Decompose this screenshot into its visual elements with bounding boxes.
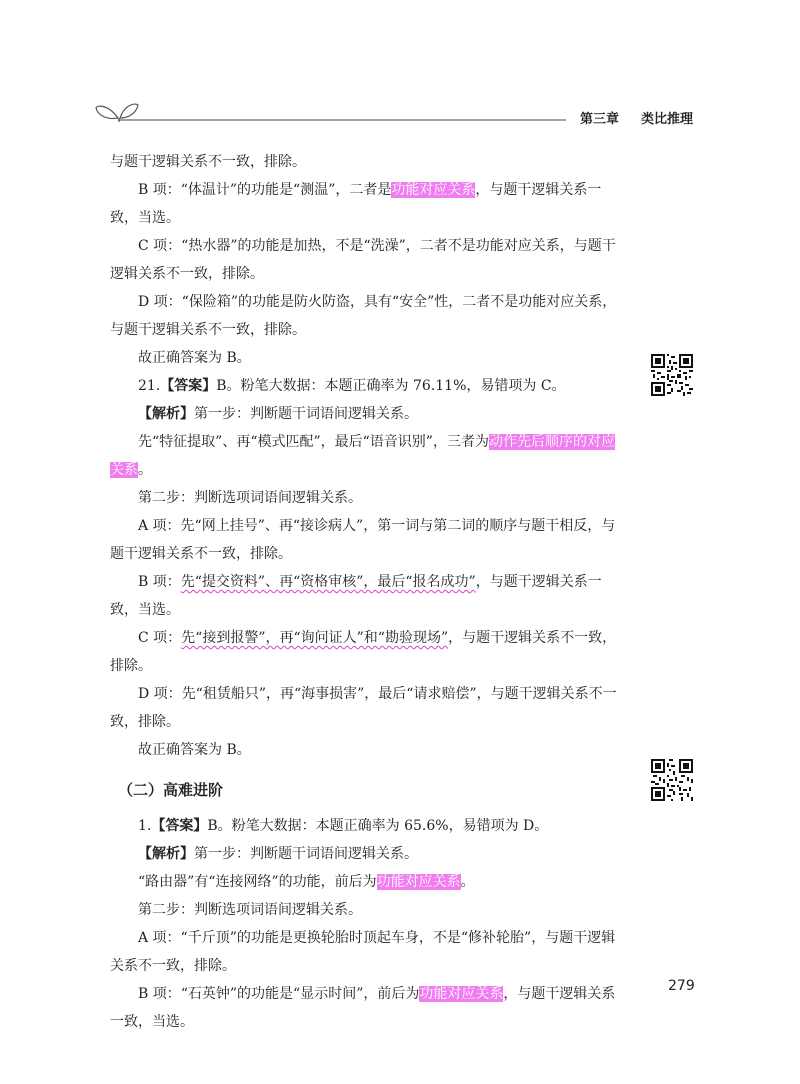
option-c: C 项：先“接到报警”，再“询问证人”和“勘验现场”，与题干逻辑关系不一致，排除。 [110, 630, 617, 674]
option-b: B 项：先“提交资料”、再“资格审核”，最后“报名成功”，与题干逻辑关系一致，当选。 [110, 574, 602, 618]
highlight-mark: 功能对应关系 [419, 986, 504, 1002]
conclusion: 故正确答案为 B。 [138, 742, 251, 758]
paragraph: 先“特征提取”、再“模式匹配”，最后“语音识别”，三者为动作先后顺序的对应关系。 [110, 434, 615, 478]
running-header [0, 96, 800, 136]
option-b: B 项：“石英钟”的功能是“显示时间”，前后为功能对应关系，与题干逻辑关系一致，当选。 [110, 986, 616, 1030]
paragraph: 与题干逻辑关系不一致，排除。 [110, 154, 306, 170]
page-body [110, 148, 625, 1036]
page-number: 279 [668, 978, 695, 994]
explanation-line: 【解析】第一步：判断题干词语间逻辑关系。 [138, 406, 418, 422]
answer-label: 【答案】 [160, 378, 217, 394]
highlight-mark: 功能对应关系 [391, 182, 476, 198]
option-a: A 项：先“网上挂号”、再“接诊病人”，第一词与第二词的顺序与题干相反，与题干逻辑关系不一致，排除。 [110, 518, 616, 562]
chapter-name: 类比推理 [641, 112, 694, 127]
paragraph: 第二步：判断选项词语间逻辑关系。 [138, 902, 362, 918]
section-heading: （二）高难进阶 [118, 781, 224, 799]
chapter-number: 第三章 [580, 112, 620, 127]
explanation-label: 【解析】 [138, 406, 194, 422]
answer-line: 1.【答案】B。粉笔大数据：本题正确率为 65.6%，易错项为 D。 [138, 818, 549, 834]
leaf-sprout-icon [96, 104, 138, 122]
paragraph: “路由器”有“连接网络”的功能，前后为功能对应关系。 [138, 874, 475, 890]
option-a: A 项：“千斤顶”的功能是更换轮胎时顶起车身，不是“修补轮胎”，与题干逻辑关系不一致，排除。 [110, 930, 616, 974]
highlight-mark: 动作先后顺序的对应关系 [110, 434, 615, 478]
paragraph: D 项：“保险箱”的功能是防火防盗，具有“安全”性，二者不是功能对应关系，与题干逻辑关系不一致，排除。 [110, 294, 617, 338]
qr-code-icon[interactable] [651, 759, 693, 801]
chapter-title [580, 108, 693, 127]
explanation-line: 【解析】第一步：判断题干词语间逻辑关系。 [138, 846, 418, 862]
wavy-underline: 先“接到报警”，再“询问证人”和“勘验现场” [181, 630, 449, 646]
conclusion: 故正确答案为 B。 [138, 350, 251, 366]
highlight-mark: 功能对应关系 [376, 874, 461, 890]
wavy-underline: 先“提交资料”、再“资格审核”，最后“报名成功” [180, 574, 476, 590]
explanation-label: 【解析】 [138, 846, 194, 862]
paragraph: B 项：“体温计”的功能是“测温”，二者是功能对应关系，与题干逻辑关系一致，当选。 [110, 182, 602, 226]
qr-code-icon[interactable] [651, 354, 693, 396]
answer-label: 【答案】 [151, 818, 208, 834]
option-d: D 项：先“租赁船只”，再“海事损害”，最后“请求赔偿”，与题干逻辑关系不一致，排除。 [110, 686, 617, 730]
paragraph: C 项：“热水器”的功能是加热，不是“洗澡”，二者不是功能对应关系，与题干逻辑关系不一致，排除。 [110, 238, 616, 282]
answer-line: 21.【答案】B。粉笔大数据：本题正确率为 76.11%，易错项为 C。 [138, 378, 566, 394]
paragraph: 第二步：判断选项词语间逻辑关系。 [138, 490, 362, 506]
